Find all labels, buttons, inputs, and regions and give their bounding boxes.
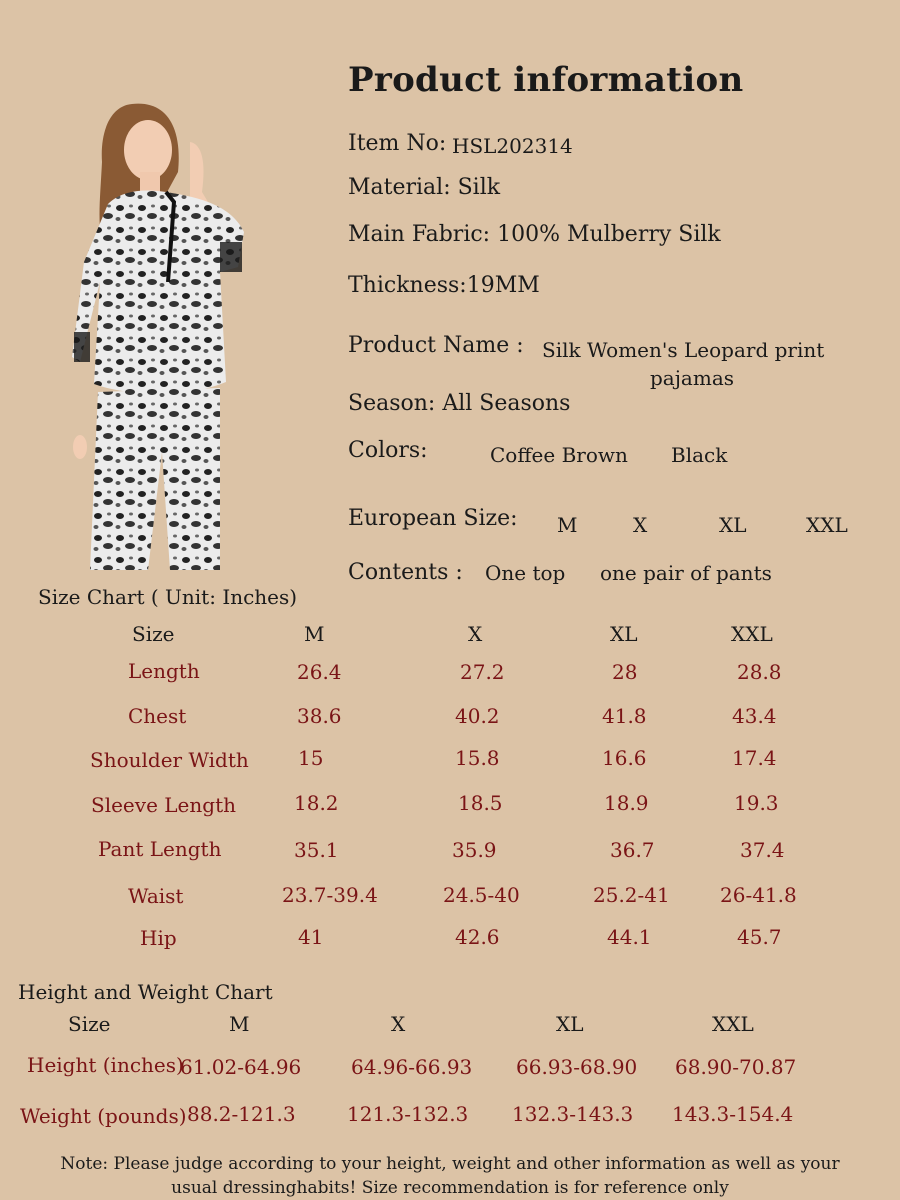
color-option: Black	[671, 443, 728, 467]
hw-row-label: Weight (pounds)	[20, 1104, 187, 1128]
size-chart-col: X	[468, 622, 483, 646]
color-option: Coffee Brown	[490, 443, 628, 467]
size-cell: 42.6	[455, 925, 500, 949]
size-cell: 18.5	[458, 791, 503, 815]
size-cell: 17.4	[732, 746, 777, 770]
size-note: Note: Please judge according to your height, weight and other information as well as your usual dressinghabits! Size recommendation is for reference only	[60, 1154, 840, 1198]
size-cell: 41.8	[602, 704, 647, 728]
size-chart-header: Size	[132, 622, 175, 646]
main-fabric-line: Main Fabric: 100% Mulberry Silk	[348, 222, 721, 247]
hw-chart-header: Size	[68, 1012, 111, 1036]
hw-chart-title: Height and Weight Chart	[18, 980, 273, 1004]
contents-item: One top	[485, 561, 566, 585]
size-cell: 24.5-40	[443, 883, 520, 907]
item-no-label: Item No:	[348, 131, 447, 156]
size-cell: 26.4	[297, 660, 342, 684]
hw-cell: 61.02-64.96	[180, 1055, 302, 1079]
hw-chart-col: XL	[556, 1012, 584, 1036]
size-chart-col: XXL	[731, 622, 773, 646]
hw-chart-col: XXL	[712, 1012, 754, 1036]
hw-row-label: Height (inches)	[27, 1053, 184, 1077]
hw-chart-col: X	[391, 1012, 406, 1036]
hw-cell: 68.90-70.87	[675, 1055, 797, 1079]
size-row-label: Chest	[128, 704, 187, 728]
sizes-label: European Size:	[348, 506, 518, 531]
size-cell: 44.1	[607, 925, 652, 949]
size-cell: 19.3	[734, 791, 779, 815]
size-cell: 35.1	[294, 838, 339, 862]
size-chart-title: Size Chart ( Unit: Inches)	[38, 585, 298, 609]
size-row-label: Length	[128, 659, 200, 683]
product-name-line1: Silk Women's Leopard print	[542, 338, 825, 362]
size-chart-col: M	[304, 622, 325, 646]
size-cell: 35.9	[452, 838, 497, 862]
model-photo	[70, 92, 260, 570]
hw-cell: 121.3-132.3	[347, 1102, 469, 1126]
size-option: XXL	[806, 513, 848, 537]
size-cell: 41	[298, 925, 324, 949]
size-cell: 18.9	[604, 791, 649, 815]
size-row-label: Hip	[140, 926, 177, 950]
size-row-label: Pant Length	[98, 837, 222, 861]
size-cell: 38.6	[297, 704, 342, 728]
size-cell: 43.4	[732, 704, 777, 728]
contents-label: Contents :	[348, 560, 463, 585]
size-cell: 45.7	[737, 925, 782, 949]
size-cell: 36.7	[610, 838, 655, 862]
hw-cell: 88.2-121.3	[187, 1102, 296, 1126]
size-option: X	[633, 513, 648, 537]
contents-item: one pair of pants	[600, 561, 772, 585]
product-name-line2: pajamas	[650, 366, 735, 390]
thickness-line: Thickness:19MM	[348, 273, 540, 298]
size-row-label: Sleeve Length	[91, 793, 236, 817]
hw-cell: 64.96-66.93	[351, 1055, 473, 1079]
hw-cell: 132.3-143.3	[512, 1102, 634, 1126]
size-cell: 18.2	[294, 791, 339, 815]
season-line: Season: All Seasons	[348, 391, 571, 416]
size-cell: 15	[298, 746, 324, 770]
material-line: Material: Silk	[348, 175, 501, 200]
page-title: Product information	[348, 60, 744, 100]
size-cell: 37.4	[740, 838, 785, 862]
size-cell: 23.7-39.4	[282, 883, 378, 907]
size-cell: 27.2	[460, 660, 505, 684]
hw-cell: 66.93-68.90	[516, 1055, 638, 1079]
size-cell: 25.2-41	[593, 883, 670, 907]
hw-cell: 143.3-154.4	[672, 1102, 794, 1126]
size-cell: 28.8	[737, 660, 782, 684]
item-no-value: HSL202314	[452, 134, 573, 158]
colors-label: Colors:	[348, 438, 428, 463]
size-cell: 28	[612, 660, 638, 684]
size-cell: 40.2	[455, 704, 500, 728]
size-cell: 26-41.8	[720, 883, 797, 907]
size-option: XL	[719, 513, 747, 537]
size-chart-col: XL	[610, 622, 638, 646]
size-row-label: Shoulder Width	[90, 748, 249, 772]
size-option: M	[557, 513, 578, 537]
size-row-label: Waist	[128, 884, 184, 908]
size-cell: 16.6	[602, 746, 647, 770]
size-cell: 15.8	[455, 746, 500, 770]
product-name-label: Product Name :	[348, 333, 524, 358]
hw-chart-col: M	[229, 1012, 250, 1036]
